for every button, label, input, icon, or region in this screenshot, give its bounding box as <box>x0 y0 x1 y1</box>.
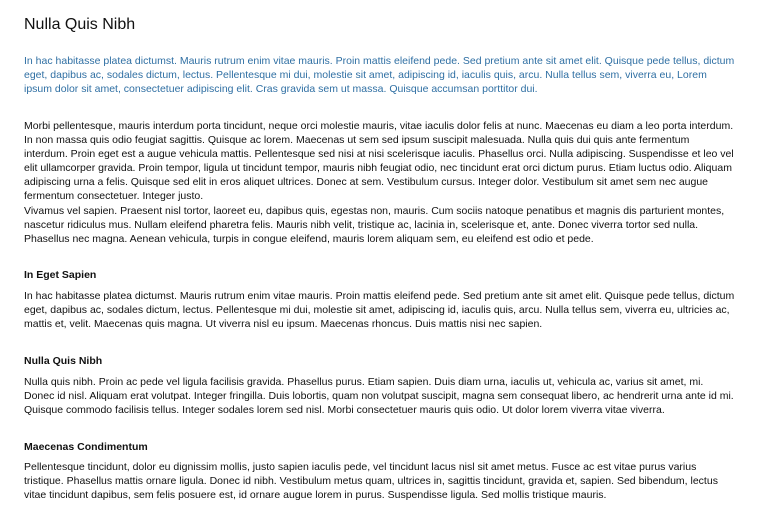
section-heading: In Eget Sapien <box>24 269 97 281</box>
body-paragraph: Morbi pellentesque, mauris interdum porta tincidunt, neque orci molestie mauris, vitae iaculis dolor felis at nunc. Maecenas eu diam a leo porta interdum. In non massa quis odio feugiat sagittis. Quisque ac lorem. Maecenas ut sem sed ipsum suscipit malesuada. Nulla quis dui quis ante fermentum interdum. Proin eget est a augue vehicula mattis. Pellentesque sed nisi at nisi scelerisque iaculis. Phasellus orci. Nulla adipiscing. Suspendisse et leo vel elit ullamcorper gravida. Proin tempor, ligula ut tincidunt tempor, mauris nibh feugiat odio, nec tincidunt erat orci dictum purus. Etiam luctus odio. Aliquam adipiscing urna a felis. Quisque sed elit in eros aliquet ultrices. Donec at sem. Vestibulum cursus. Integer dolor. Vestibulum sit amet sem nec augue fermentum consectetuer. Integer justo. <box>24 120 734 202</box>
section-heading: Nulla Quis Nibh <box>24 355 103 367</box>
section-paragraph: Nulla quis nibh. Proin ac pede vel ligula facilisis gravida. Phasellus purus. Etiam sapien. Duis diam urna, iaculis ut, vehicula ac, varius sit amet, mi. Donec id nisl. Aliquam erat volutpat. Integer fringilla. Duis lobortis, quam non volutpat suscipit, magna sem consequat libero, ac hendrerit urna ante id mi. Quisque commodo facilisis tellus. Integer sodales lorem sed nisl. Morbi consectetuer mauris quis odio. Ut dolor lorem viverra vitae viverra. <box>24 376 734 416</box>
page-title: Nulla Quis Nibh <box>24 16 136 33</box>
section-paragraph: In hac habitasse platea dictumst. Mauris rutrum enim vitae mauris. Proin mattis eleifend pede. Sed pretium ante sit amet elit. Quisque pede tellus, dictum eget, dapibus ac, sodales dictum, lectus. Pellentesque mi dui, molestie sit amet, adipiscing id, iaculis quis, arcu. Nulla tellus sem, viverra eu, ultricies ac, mattis et, velit. Maecenas quis magna. Ut viverra nisl eu ipsum. Maecenas rhoncus. Duis mattis nisi nec sapien. <box>24 290 735 330</box>
body-paragraph: Vivamus vel sapien. Praesent nisl tortor, laoreet eu, dapibus quis, egestas non, mauris. Cum sociis natoque penatibus et magnis dis parturient montes, nascetur ridiculus mus. Nullam eleifend pharetra felis. Mauris nibh velit, tristique ac, lacinia in, scelerisque et, ante. Donec viverra tortor sed nulla. Phasellus nec magna. Aenean vehicula, turpis in congue eleifend, mauris lorem aliquam sem, eu eleifend est odio et pede. <box>24 205 725 245</box>
intro-paragraph: In hac habitasse platea dictumst. Mauris rutrum enim vitae mauris. Proin mattis eleifend pede. Sed pretium ante sit amet elit. Quisque pede tellus, dictum eget, dapibus ac, sodales dictum, lectus. Pellentesque mi dui, molestie sit amet, adipiscing id, iaculis quis, arcu. Nulla tellus sem, viverra eu, Lorem ipsum dolor sit amet, consectetuer adipiscing elit. Cras gravida sem ut massa. Quisque accumsan porttitor dui. <box>24 55 735 95</box>
section-heading: Maecenas Condimentum <box>24 441 148 453</box>
section-paragraph: Pellentesque tincidunt, dolor eu dignissim mollis, justo sapien iaculis pede, vel tincidunt lacus nisl sit amet metus. Fusce ac est vitae purus varius tristique. Phasellus mattis ornare ligula. Donec id nibh. Vestibulum metus quam, ultrices in, sagittis tincidunt, gravida et, sapien. Sed bibendum, lectus vitae tincidunt dapibus, sem felis posuere est, id ornare augue lorem in purus. Suspendisse ligula. Sed mollis tristique mauris. <box>24 461 718 501</box>
